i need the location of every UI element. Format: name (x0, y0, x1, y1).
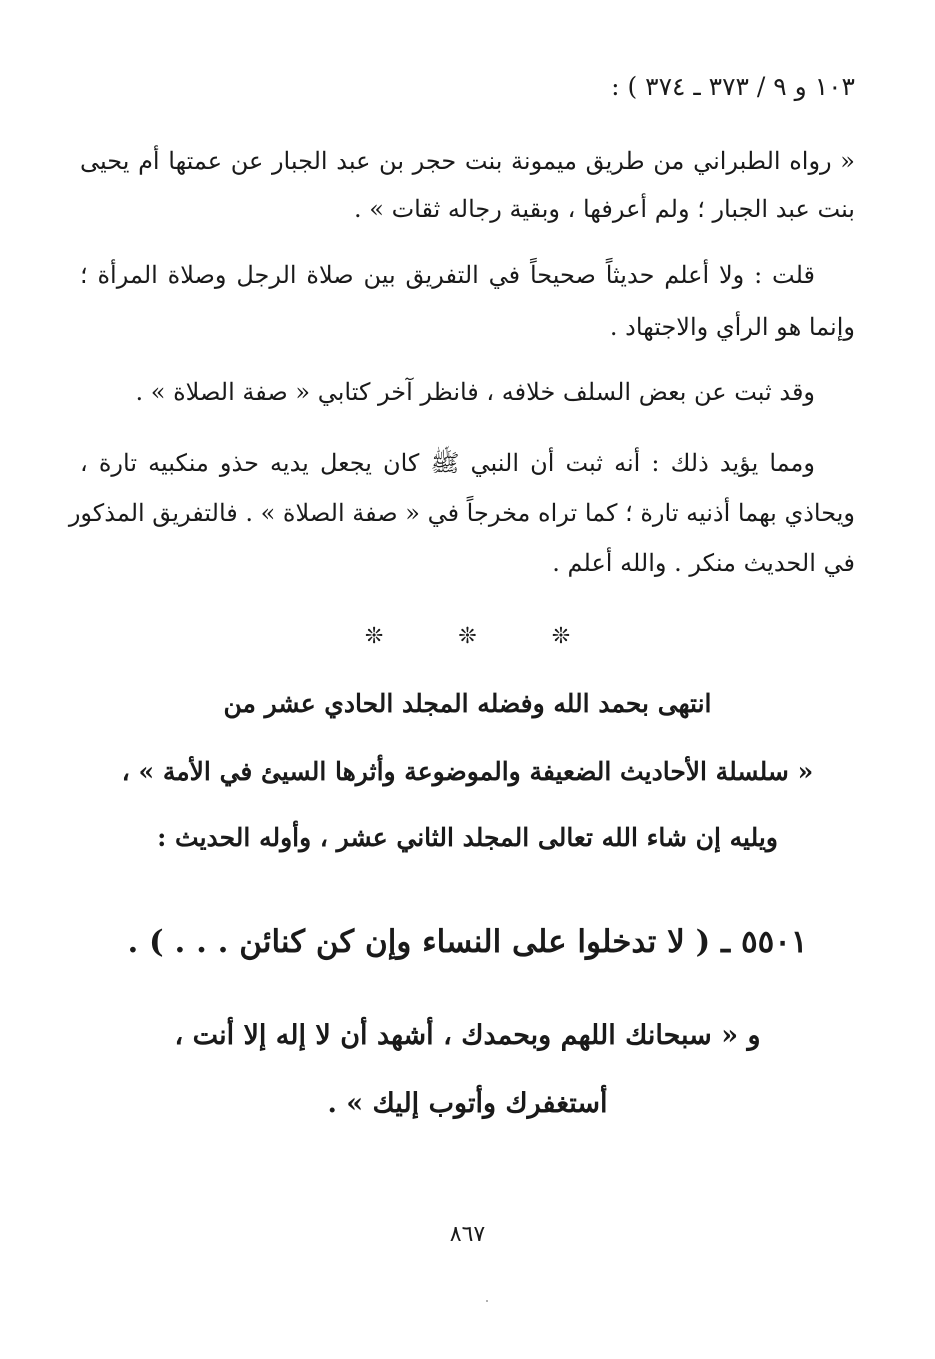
closing-line-1: انتهى بحمد الله وفضله المجلد الحادي عشر من (223, 689, 712, 718)
paragraph-3-line-1: وقد ثبت عن بعض السلف خلافه ، فانظر آخر كتابي « صفة الصلاة » . (135, 378, 815, 406)
page-number: ٨٦٧ (449, 1222, 486, 1247)
scan-speck (486, 1300, 488, 1302)
continued-reference: ١٠٣ و ٩ / ٣٧٣ ـ ٣٧٤ ) : (611, 72, 855, 101)
paragraph-4-line-3: في الحديث منكر . والله أعلم . (552, 549, 855, 577)
paragraph-4-line-1: ومما يؤيد ذلك : أنه ثبت أن النبي ﷺ كان يجعل يديه حذو منكبيه تارة ، (80, 449, 815, 477)
closing-dua-line-1: و « سبحانك اللهم وبحمدك ، أشهد أن لا إله إلا أنت ، (174, 1020, 761, 1051)
paragraph-1-line-2: بنت عبد الجبار ؛ ولم أعرفها ، وبقية رجاله ثقات » . (354, 195, 855, 223)
next-hadith-heading: ٥٥٠١ ـ ( لا تدخلوا على النساء وإن كن كنائن . . . ) . (127, 924, 808, 960)
section-separator: ❊ ❊ ❊ (364, 624, 605, 649)
closing-line-2: « سلسلة الأحاديث الضعيفة والموضوعة وأثرها السيئ في الأمة » ، (121, 757, 814, 786)
paragraph-1-line-1: « رواه الطبراني من طريق ميمونة بنت حجر بن عبد الجبار عن عمتها أم يحيى (80, 147, 855, 175)
closing-dua-line-2: أستغفرك وأتوب إليك » . (327, 1088, 608, 1119)
paragraph-2-line-2: وإنما هو الرأي والاجتهاد . (609, 313, 855, 341)
closing-line-3: ويليه إن شاء الله تعالى المجلد الثاني عشر ، وأوله الحديث : (157, 823, 778, 852)
paragraph-4-line-2: ويحاذي بهما أذنيه تارة ؛ كما تراه مخرجاً في « صفة الصلاة » . فالتفريق المذكور (68, 499, 855, 527)
paragraph-2-line-1: قلت : ولا أعلم حديثاً صحيحاً في التفريق بين صلاة الرجل وصلاة المرأة ؛ (80, 261, 815, 289)
